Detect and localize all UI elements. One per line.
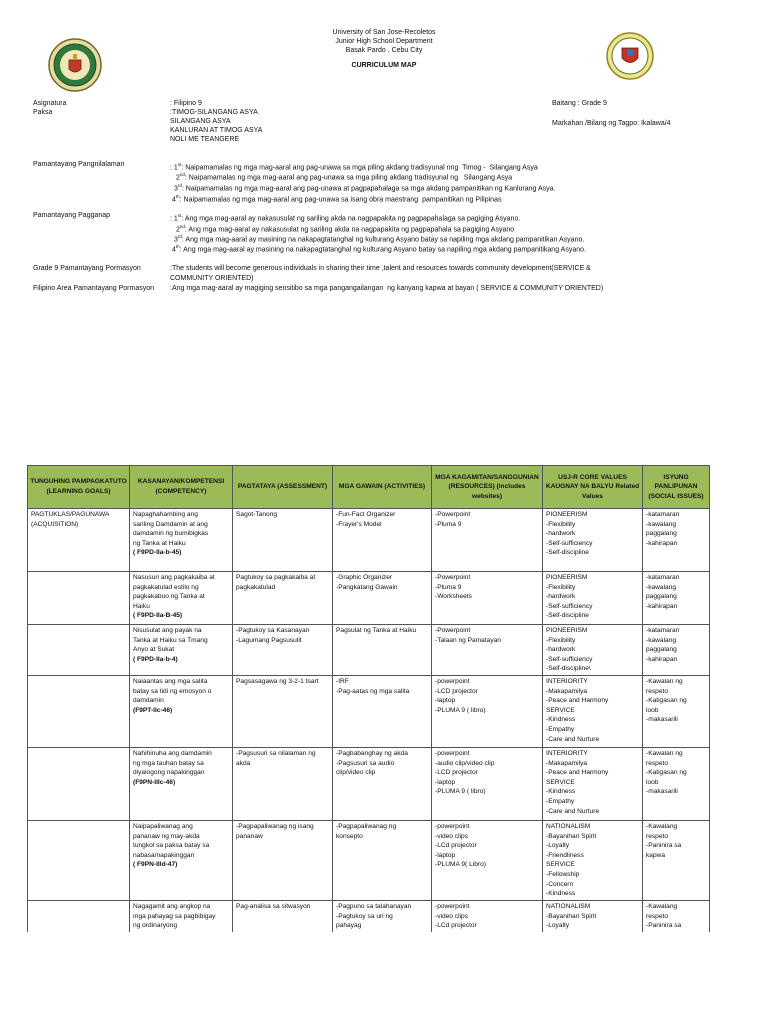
table-row [28, 900, 710, 934]
learning-goal-cell [28, 509, 130, 572]
cell-line: -Talaan ng Pamatayan [435, 636, 501, 644]
curriculum-map-table [27, 465, 710, 935]
pangnilalaman-label: Pamantayang Pangnilalaman [33, 161, 125, 168]
activities-cell [333, 675, 432, 747]
resources-cell [432, 747, 543, 820]
resources-cell [432, 625, 543, 676]
social-issues-cell [643, 509, 710, 572]
cell-line: -Lagumang Pagsusulit [236, 636, 302, 644]
competency-cell [130, 900, 233, 934]
baitang: Baitang : Grade 9 [552, 100, 607, 107]
cell-line: -Loyalty [546, 842, 570, 850]
paksa-line-3: KANLURAN AT TIMOG ASYA [170, 127, 263, 134]
cell-line: INTERIORITY [546, 749, 588, 757]
cell-line: -Fun-Fact Organizer [336, 511, 396, 518]
pangnilalaman-line-4: 4th: Naipamamalas ng mga mag-aaral ang pag-unawa sa isang obra maestrang pampanitikan ng Pilipinas [172, 194, 502, 204]
cell-line: -Care and Nurture [546, 807, 600, 815]
cell-line: -audio clip/video clip [435, 759, 495, 767]
cell-line: pagkakatulad estilo ng [133, 583, 199, 591]
cell-line: loob [646, 778, 659, 786]
cell-line: -kawalang [646, 636, 677, 644]
cell-line: -katamaran [646, 627, 680, 634]
competency-code: (F9PT-IIc-46) [133, 706, 173, 714]
core-values-cell [543, 675, 643, 747]
markahan: Markahan /Bilang ng Tagpo: Ikalawa/4 [552, 120, 671, 127]
core-values-cell [543, 572, 643, 625]
cell-line: -Graphic Organizer [336, 574, 393, 581]
cell-line: respeto [646, 832, 668, 840]
cell-line: -Paninira sa [646, 842, 682, 850]
document-title: CURRICULUM MAP [351, 62, 417, 69]
activities-cell [333, 900, 432, 934]
cell-line: -video clips [435, 832, 468, 840]
cell-line: -Peace and Harmony [546, 697, 609, 705]
header-resources: MGA KAGAMITAN/SANGGUNIAN (RESOURCES) (includes websites) [432, 466, 543, 509]
cell-line: -laptop [435, 778, 456, 786]
cell-line: -katamaran [646, 574, 680, 581]
cell-line: -Empathy [546, 797, 575, 805]
cell-line: -Concern [546, 880, 574, 888]
cell-line: -Kawalang [646, 902, 678, 910]
cell-line: Sagot-Tanong [236, 511, 278, 518]
activities-cell [333, 625, 432, 676]
filipino-pormasyon-label: Filipino Area Pamantayang Pormasyon [33, 285, 155, 292]
cell-line: Pagtukoy sa pagkakaiba at [236, 574, 316, 581]
pormasyon-label: Grade 9 Pamantayang Pormasyon [33, 265, 141, 272]
cell-line: -katamaran [646, 511, 680, 518]
competency-code: ( F9PD-IIa-b-45) [133, 549, 182, 557]
competency-code: ( F9PD-IIa-b-4) [133, 655, 178, 663]
cell-line: -Flexibility [546, 520, 576, 528]
cell-line: -Self-discipline [546, 612, 589, 620]
cell-line: -Self-sufficiency [546, 539, 593, 547]
cell-line: -hardwork [546, 530, 576, 538]
cell-line: -Powerpoint [435, 627, 471, 634]
cell-line: SERVICE [546, 706, 575, 714]
cell-line: Nahihinuha ang damdamin [133, 749, 212, 757]
cell-line: konsepto [336, 832, 363, 840]
cell-line: -Pagpapaliwanag ng isang [236, 822, 314, 830]
social-issues-cell [643, 675, 710, 747]
cell-line: -Makapamilya [546, 687, 588, 695]
paksa-line-2: SILANGANG ASYA [170, 118, 231, 125]
assessment-cell [233, 900, 333, 934]
cell-line: Nagagamit ang angkop na [133, 902, 211, 910]
cell-line: -Pagtukoy sa uri ng [336, 912, 393, 920]
pagganap-label: Pamantayang Pagganap [33, 212, 111, 219]
university-name: University of San Jose-Recoletos [332, 29, 436, 36]
header-social-issues: ISYUNG PANLIPUNAN (SOCIAL ISSUES) [643, 466, 710, 509]
resources-cell [432, 820, 543, 900]
pagganap-line-4: 4th: Ang mga mag-aaral ay masining na nakapagtatanghal ng kulturang Asyano batay sa napiling mga akdang pampanitikang Asyano. [172, 244, 586, 254]
activities-cell [333, 509, 432, 572]
cell-line: -Makapamilya [546, 759, 588, 767]
filipino-pormasyon-value: :Ang mga mag-aaral ay magiging sensitibo sa mga pangangailangan ng kanyang kapwa at bayan ( SERVICE & COMMUNITY ORIENTED) [170, 285, 604, 292]
cell-line: -Pagbabanghay ng akda [336, 749, 408, 757]
cell-line: diyalogong napakinggan [133, 769, 205, 777]
cell-line: pahayag [336, 922, 362, 930]
pagganap-line-1: : 1st: Ang mga mag-aaral ay nakasusulat ng sariling akda na nagpapakita ng pagpapahalaga sa pagiging Asyano. [170, 213, 521, 223]
core-values-cell [543, 625, 643, 676]
social-issues-cell [643, 820, 710, 900]
cell-line: -kawalang [646, 583, 677, 591]
cell-line: NATIONALISM [546, 902, 591, 910]
cell-line: -Pangkatang Gawain [336, 583, 398, 591]
cell-line: ng mga tauhan batay sa [133, 759, 204, 767]
core-values-cell [543, 747, 643, 820]
pangnilalaman-line-1: : 1st: Naipamamalas ng mga mag-aaral ang pag-unawa sa mga piling akdang tradisyunal nng Timog - Silangang Asya [170, 162, 538, 172]
cell-line: -Peace and Harmony [546, 769, 609, 777]
cell-line: -Self-discipline\ [546, 665, 591, 673]
cell-line: SERVICE [546, 861, 575, 869]
cell-line: -Katigasan ng [646, 697, 687, 705]
cell-line: -Flexibility [546, 583, 576, 591]
cell-line: -hardwork [546, 646, 576, 654]
cell-line: -makasarili [646, 788, 678, 796]
cell-line: -Pagtukoy sa Kasanayan [236, 627, 310, 634]
cell-line: -Kawalang [646, 822, 678, 830]
cell-line: pagkakabuo ng Tanka at [133, 593, 205, 601]
social-issues-cell [643, 747, 710, 820]
cell-line: ng Tanka at Haiku [133, 539, 186, 547]
cell-line: Nisusulat ang payak na [133, 627, 202, 634]
competency-cell [130, 820, 233, 900]
cell-line: -Bayanihan Spirit [546, 912, 597, 920]
assessment-cell [233, 747, 333, 820]
cell-line: -powerpoint [435, 902, 470, 910]
cell-line: mga pahayag sa pagbibigay [133, 912, 216, 920]
cell-line: -Katigasan ng [646, 769, 687, 777]
cell-line: -Kindness [546, 890, 576, 898]
cell-line: paggalang [646, 530, 677, 538]
cell-line: -laptop [435, 851, 456, 859]
cell-line: respeto [646, 912, 668, 920]
cell-line: -Kawalan ng [646, 749, 683, 757]
resources-cell [432, 572, 543, 625]
pormasyon-line-2: COMMUNITY ORIENTED) [170, 275, 254, 282]
cell-line: -LCD projector [435, 687, 478, 695]
cell-line: loob [646, 706, 659, 714]
activities-cell [333, 747, 432, 820]
cell-line: clip/video clip [336, 769, 376, 777]
cell-line: -Kawalan ng [646, 677, 683, 685]
core-values-cell [543, 509, 643, 572]
pangnilalaman-line-3: 3rd: Naipamamalas ng mga mag-aaral ang pag-unawa at pagpapahalaga sa mga akdang pampanitikan ng Kanlurang Asya. [174, 183, 556, 193]
cell-line: -Self-sufficiency [546, 602, 593, 610]
core-values-cell [543, 900, 643, 934]
cell-line: -Pagpapaliwanag ng [336, 822, 397, 830]
cell-line: -laptop [435, 697, 456, 705]
learning-goal-cell [28, 572, 130, 625]
table-row [28, 625, 710, 676]
cell-line: Nasusuri ang pagkakaiba at [133, 574, 215, 581]
cell-line: kapwa [646, 851, 666, 859]
pagganap-line-2: 2nd: Ang mga mag-aaral ay nakasusulat ng sariling akda na nagpapakita ng pagpapahala sa pagiging Asyano [176, 224, 515, 234]
activities-cell [333, 820, 432, 900]
cell-line: -Self-discipline [546, 549, 589, 557]
cell-line: damdamin ng bumibigkas [133, 530, 209, 538]
address: Basak Pardo , Cebu City [345, 47, 423, 54]
assessment-cell [233, 509, 333, 572]
cell-line: Haiku [133, 602, 150, 610]
pagganap-line-3: 3rd: Ang mga mag-aaral ay masining na nakapagtatanghal ng kulturang Asyano batay sa napiling mga akdang pampanitikan Asyano. [174, 234, 585, 244]
table-row [28, 509, 710, 572]
cell-line: respeto [646, 759, 668, 767]
assessment-cell [233, 572, 333, 625]
table-row [28, 820, 710, 900]
cell-line: -Pagsusuri sa audio [336, 759, 395, 767]
cell-line: pananaw ng may-akda [133, 832, 200, 840]
cell-line: -Kindness [546, 788, 576, 796]
cell-line: -Pag-aatas ng mga salita [336, 687, 410, 695]
cell-line: -LCd projector [435, 922, 477, 930]
cell-line: -video clips [435, 912, 468, 920]
cell-line: -Pluma 9 [435, 583, 462, 591]
cell-line: PIONEERISM [546, 627, 588, 634]
cell-line: -powerpoint [435, 749, 470, 757]
header-learning-goals: TUNGUHING PAMPAGKATUTO (LEARNING GOALS) [28, 466, 130, 509]
resources-cell [432, 900, 543, 934]
cell-line: ng ordinaryong [133, 922, 177, 930]
social-issues-cell [643, 625, 710, 676]
core-values-cell [543, 820, 643, 900]
cell-line: -Paninira sa [646, 922, 682, 930]
cell-line: -kahirapan [646, 655, 678, 663]
competency-cell [130, 675, 233, 747]
cell-line: -Frayer's Model [336, 520, 382, 528]
cell-line: -Pagpuno sa talahanayan [336, 902, 412, 910]
cell-line: -Pagsusuri sa nilalaman ng [236, 749, 316, 757]
learning-goal-cell [28, 820, 130, 900]
cell-line: Naiaantas ang mga salita [133, 677, 208, 685]
cell-line: pagkakatulad [236, 583, 276, 591]
cell-line: SERVICE [546, 778, 575, 786]
cell-line: Pagsasagawa ng 3-2-1 tsart [236, 677, 319, 685]
cell-line: damdamin [133, 697, 164, 705]
cell-line: Pagsulat ng Tanka at Haiku [336, 627, 417, 634]
cell-line: PAGTUKLAS/PAGUNAWA [31, 511, 110, 518]
cell-line: -Care and Nurture [546, 735, 600, 743]
cell-line: PIONEERISM [546, 574, 588, 581]
table-row [28, 572, 710, 625]
cell-line: -kahirapan [646, 602, 678, 610]
cell-line: respeto [646, 687, 668, 695]
competency-cell [130, 572, 233, 625]
pormasyon-line-1: :The students will become generous individuals in sharing their time ,talent and resources towards community development(SERVICE & [170, 265, 591, 272]
pangnilalaman-line-2: 2nd: Naipamamalas ng mga mag-aaral ang pag-unawa sa mga piling akdang tradisyunal ng Silangang Asya [176, 172, 513, 182]
learning-goal-cell [28, 625, 130, 676]
activities-cell [333, 572, 432, 625]
header-activities: MGA GAWAIN (ACTIVITIES) [333, 466, 432, 509]
cell-line: -PLUMA 9 ( libro) [435, 788, 486, 796]
cell-line: Pag-analisa sa sitwasyon [236, 902, 311, 910]
cell-line: -makasarili [646, 716, 678, 724]
competency-cell [130, 509, 233, 572]
learning-goal-cell [28, 675, 130, 747]
cell-line: -powerpoint [435, 822, 470, 830]
header-core-values: USJ-R CORE VALUES KAUGNAY NA BALYU Related Values [543, 466, 643, 509]
competency-code: ( F9PN-IIId-47) [133, 861, 178, 869]
document-header [0, 28, 768, 70]
cell-line: -IRF [336, 677, 349, 685]
cell-line: -powerpoint [435, 677, 470, 685]
department-name: Junior High School Department [335, 38, 433, 45]
assessment-cell [233, 820, 333, 900]
asignatura-label: Asignatura [33, 100, 67, 107]
cell-line: PIONEERISM [546, 511, 588, 518]
header-assessment: PAGTATAYA (ASSESSMENT) [233, 466, 333, 509]
cell-line: pananaw [236, 832, 263, 840]
paksa-label: Paksa [33, 109, 53, 116]
cell-line: -hardwork [546, 593, 576, 601]
social-issues-cell [643, 900, 710, 934]
header-competency: KASANAYAN/KOMPETENSI (COMPETENCY) [130, 466, 233, 509]
cell-line: Napaghahambing ang [133, 511, 198, 518]
assessment-cell [233, 675, 333, 747]
paksa-line-1: :TIMOG-SILANGANG ASYA [170, 109, 258, 116]
cell-line: -LCd projector [435, 842, 477, 850]
cell-line: -Loyalty [546, 922, 570, 930]
cell-line: -kawalang [646, 520, 677, 528]
cell-line: INTERIORITY [546, 677, 588, 685]
cell-line: -Empathy [546, 725, 575, 733]
cell-line: -Powerpoint [435, 574, 471, 581]
table-header-row [28, 466, 710, 509]
cell-line: paggalang [646, 593, 677, 601]
cell-line: batay sa tidi ng emosyon o [133, 687, 212, 695]
cell-line: -Worksheets [435, 593, 472, 601]
cell-line: akda [236, 759, 251, 767]
assessment-cell [233, 625, 333, 676]
cell-line: (ACQUISITION) [31, 520, 79, 528]
cell-line: NATIONALISM [546, 822, 591, 830]
cell-line: paggalang [646, 646, 677, 654]
cell-line: -Kindness [546, 716, 576, 724]
asignatura-value: : Filipino 9 [170, 100, 202, 107]
cell-line: -kahirapan [646, 539, 678, 547]
learning-goal-cell [28, 900, 130, 934]
page-bottom-whitespace [27, 932, 711, 1024]
cell-line: -Flexibility [546, 636, 576, 644]
cell-line: -LCD projector [435, 769, 478, 777]
learning-goal-cell [28, 747, 130, 820]
competency-code: (F9PN-IIIc-46) [133, 778, 176, 786]
cell-line: -Pluma 9 [435, 520, 462, 528]
resources-cell [432, 509, 543, 572]
competency-code: ( F9PD-IIa-B-45) [133, 612, 183, 620]
cell-line: -Self-sufficiency [546, 655, 593, 663]
cell-line: -Friendliness [546, 851, 584, 859]
cell-line: Anyo at Sukat [133, 646, 175, 654]
cell-line: Tanka at Haiku sa Tmang [133, 636, 208, 644]
cell-line: -Fellowship [546, 870, 580, 878]
cell-line: sariling Damdamin at ang [133, 520, 208, 528]
cell-line: Naipapaliwanag ang [133, 822, 193, 830]
table-row [28, 675, 710, 747]
competency-cell [130, 747, 233, 820]
cell-line: -Bayanihan Spirit [546, 832, 597, 840]
cell-line: -Powerpoint [435, 511, 471, 518]
competency-cell [130, 625, 233, 676]
table-row [28, 747, 710, 820]
cell-line: nabasa/napakinggan [133, 851, 195, 859]
paksa-line-4: NOLI ME TEANGERE [170, 136, 240, 143]
cell-line: tungkol sa paksa batay sa [133, 842, 210, 850]
social-issues-cell [643, 572, 710, 625]
cell-line: -PLUMA 9( Libro) [435, 861, 486, 869]
resources-cell [432, 675, 543, 747]
cell-line: -PLUMA 9 ( libro) [435, 706, 486, 714]
